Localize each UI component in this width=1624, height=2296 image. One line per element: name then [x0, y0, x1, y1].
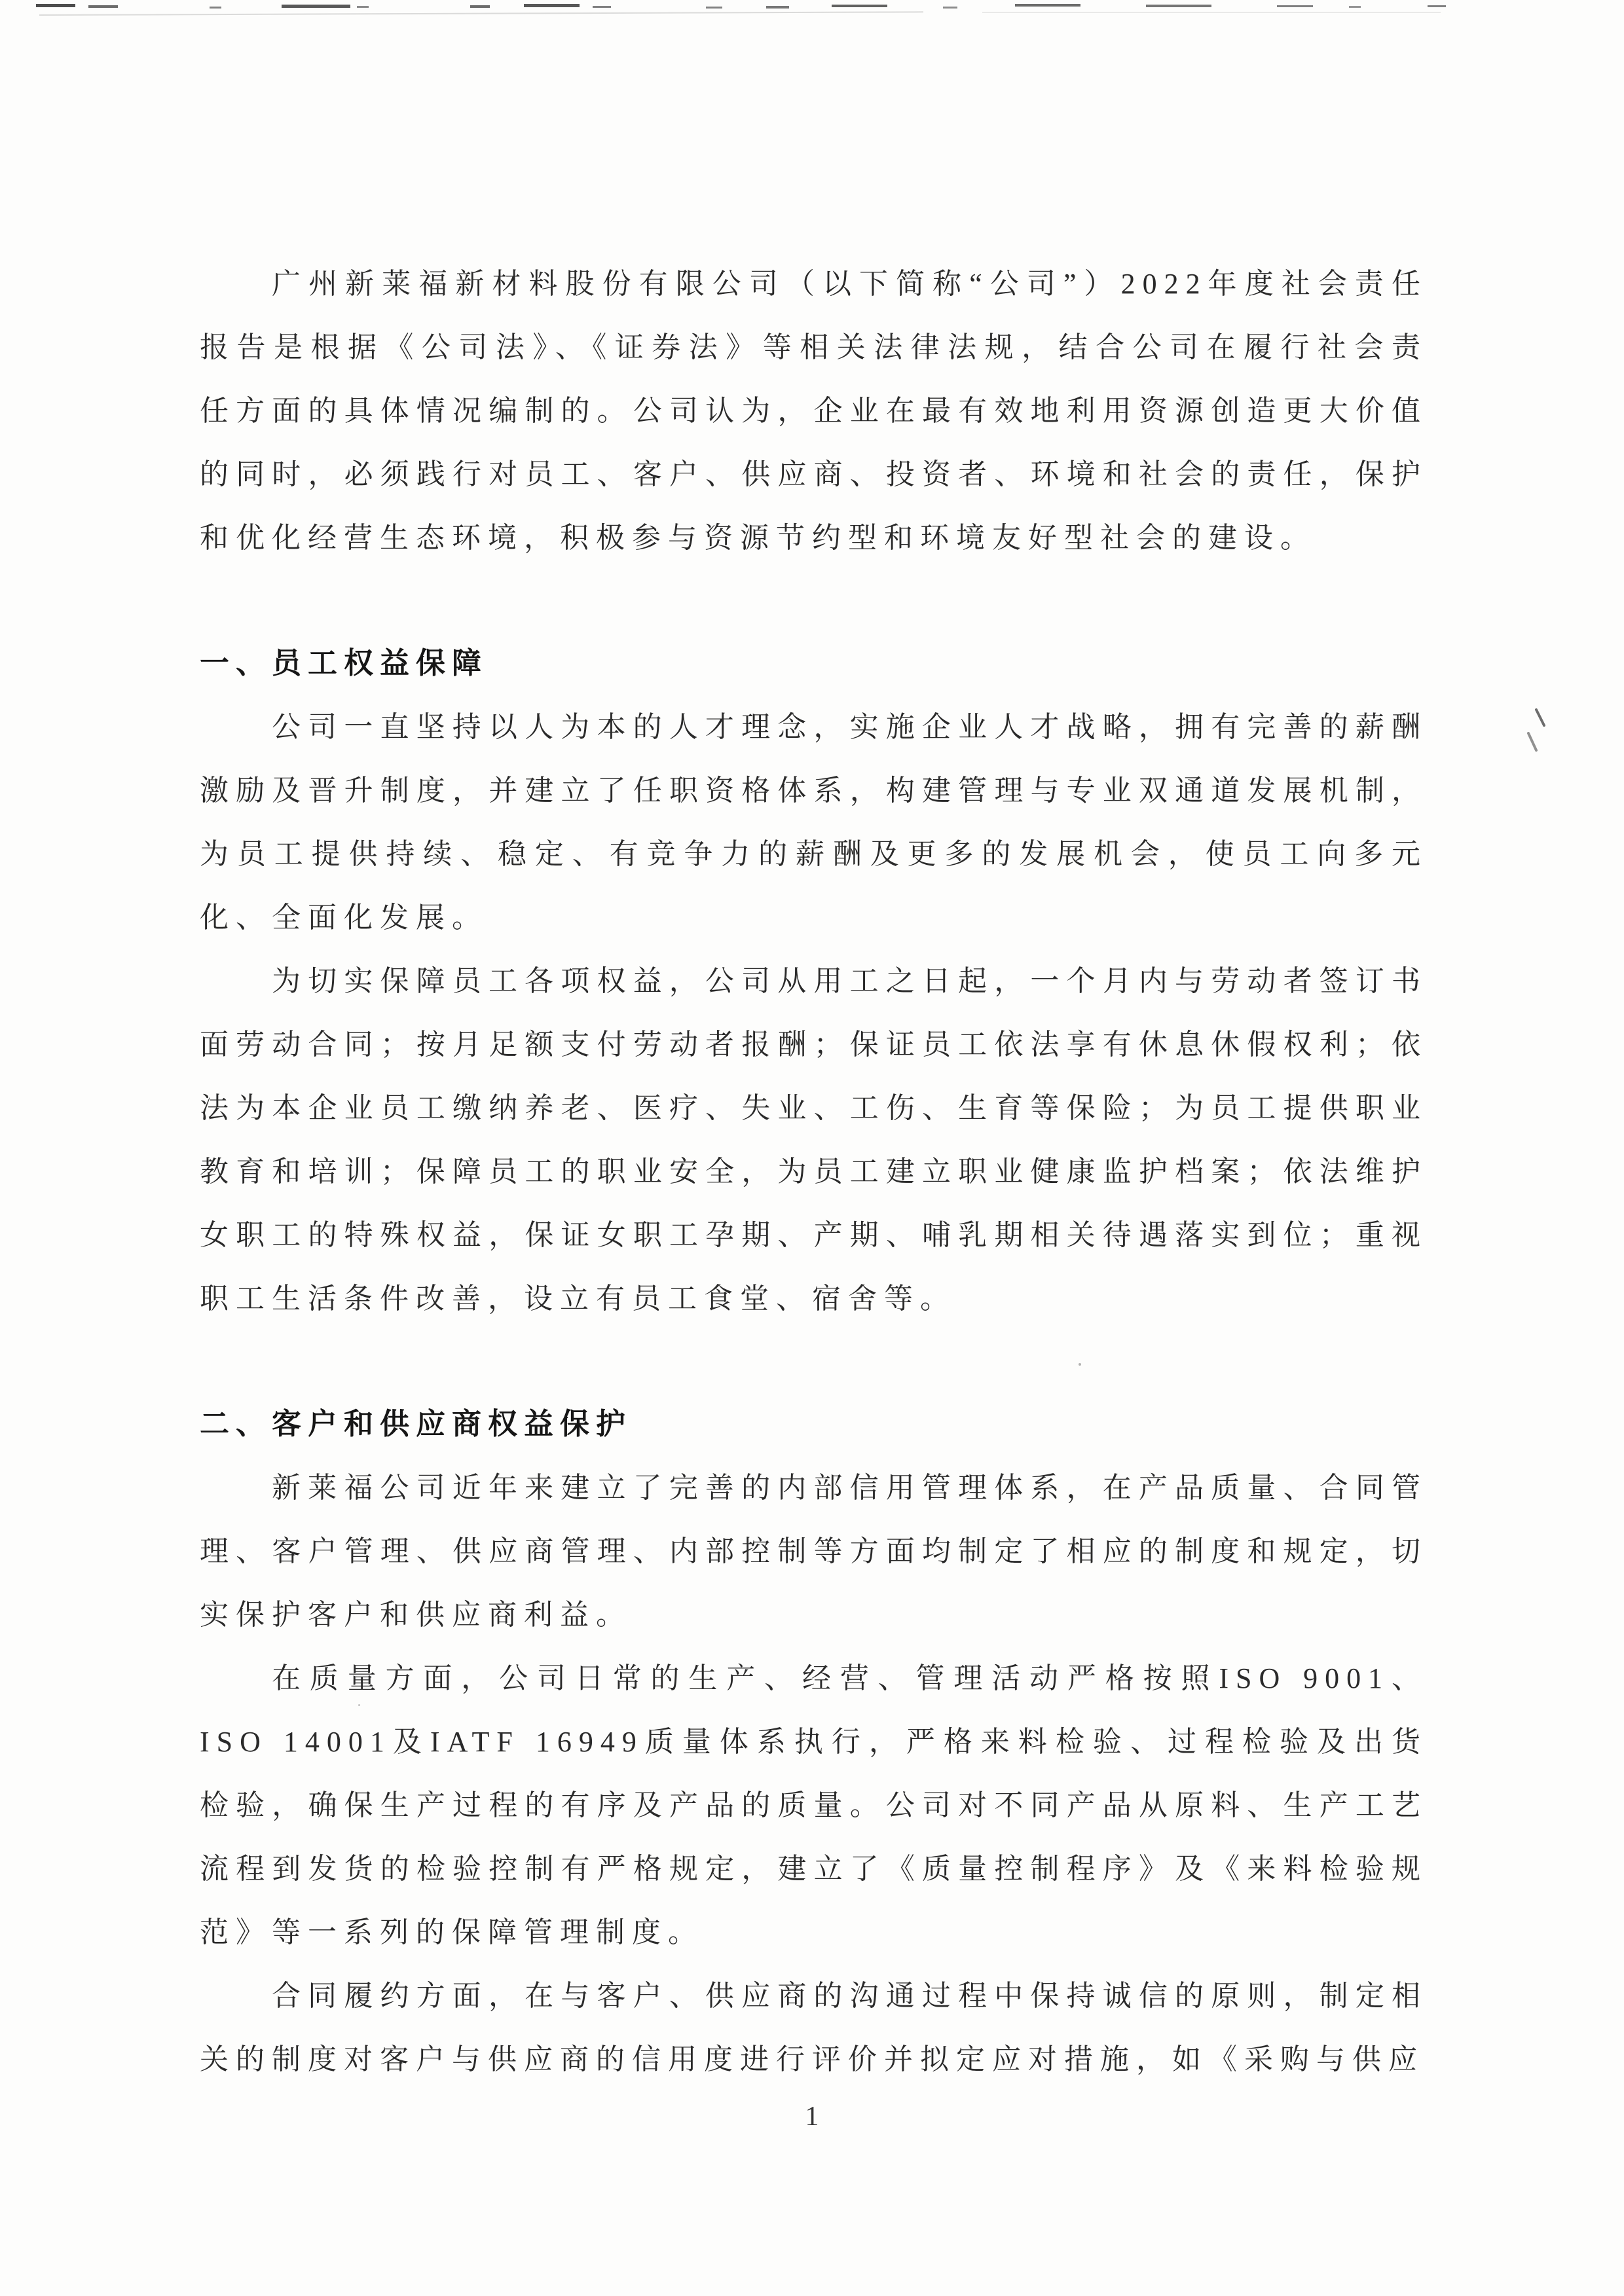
page-number: 1 — [805, 2102, 819, 2132]
section-heading-employee-rights: 一、员工权益保障 — [200, 647, 489, 680]
pen-mark-right-margin — [1514, 708, 1548, 756]
scan-artifact-top-edge — [0, 0, 1624, 39]
paragraph-quality-systems: 在质量方面，公司日常的生产、经营、管理活动严格按照ISO 9001、ISO 14001及IATF 16949质量体系执行，严格来料检验、过程检验及出货检验，确保生产过程的有序及产品的质量。公司对不同产品从原料、生产工艺流程到发货的检验控制有严格规定，建立了《质量控制程序》及《来料检验规范》等一系列的保障管理制度。 — [200, 1662, 1428, 1948]
section-heading-customer-supplier-rights: 二、客户和供应商权益保护 — [200, 1408, 633, 1440]
paragraph-talent-philosophy: 公司一直坚持以人为本的人才理念，实施企业人才战略，拥有完善的薪酬激励及晋升制度，并建立了任职资格体系，构建管理与专业双通道发展机制，为员工提供持续、稳定、有竞争力的薪酬及更多的发展机会，使员工向多元化、全面化发展。 — [200, 711, 1428, 934]
document-body — [200, 252, 1428, 2091]
paragraph-employee-protections: 为切实保障员工各项权益，公司从用工之日起，一个月内与劳动者签订书面劳动合同；按月足额支付劳动者报酬；保证员工依法享有休息休假权利；依法为本企业员工缴纳养老、医疗、失业、工伤、生育等保险；为员工提供职业教育和培训；保障员工的职业安全，为员工建立职业健康监护档案；依法维护女职工的特殊权益，保证女职工孕期、产期、哺乳期相关待遇落实到位；重视职工生活条件改善，设立有员工食堂、宿舍等。 — [200, 965, 1428, 1315]
paragraph-credit-management: 新莱福公司近年来建立了完善的内部信用管理体系，在产品质量、合同管理、客户管理、供应商管理、内部控制等方面均制定了相应的制度和规定，切实保护客户和供应商利益。 — [200, 1472, 1428, 1631]
paragraph-contract-performance: 合同履约方面，在与客户、供应商的沟通过程中保持诚信的原则，制定相关的制度对客户与供应商的信用度进行评价并拟定应对措施，如《采购与供应 — [200, 1980, 1428, 2075]
intro-paragraph: 广州新莱福新材料股份有限公司（以下简称“公司”）2022年度社会责任报告是根据《公司法》、《证券法》等相关法律法规，结合公司在履行社会责任方面的具体情况编制的。公司认为，企业在最有效地利用资源创造更大价值的同时，必须践行对员工、客户、供应商、投资者、环境和社会的责任，保护和优化经营生态环境，积极参与资源节约型和环境友好型社会的建设。 — [200, 268, 1428, 554]
